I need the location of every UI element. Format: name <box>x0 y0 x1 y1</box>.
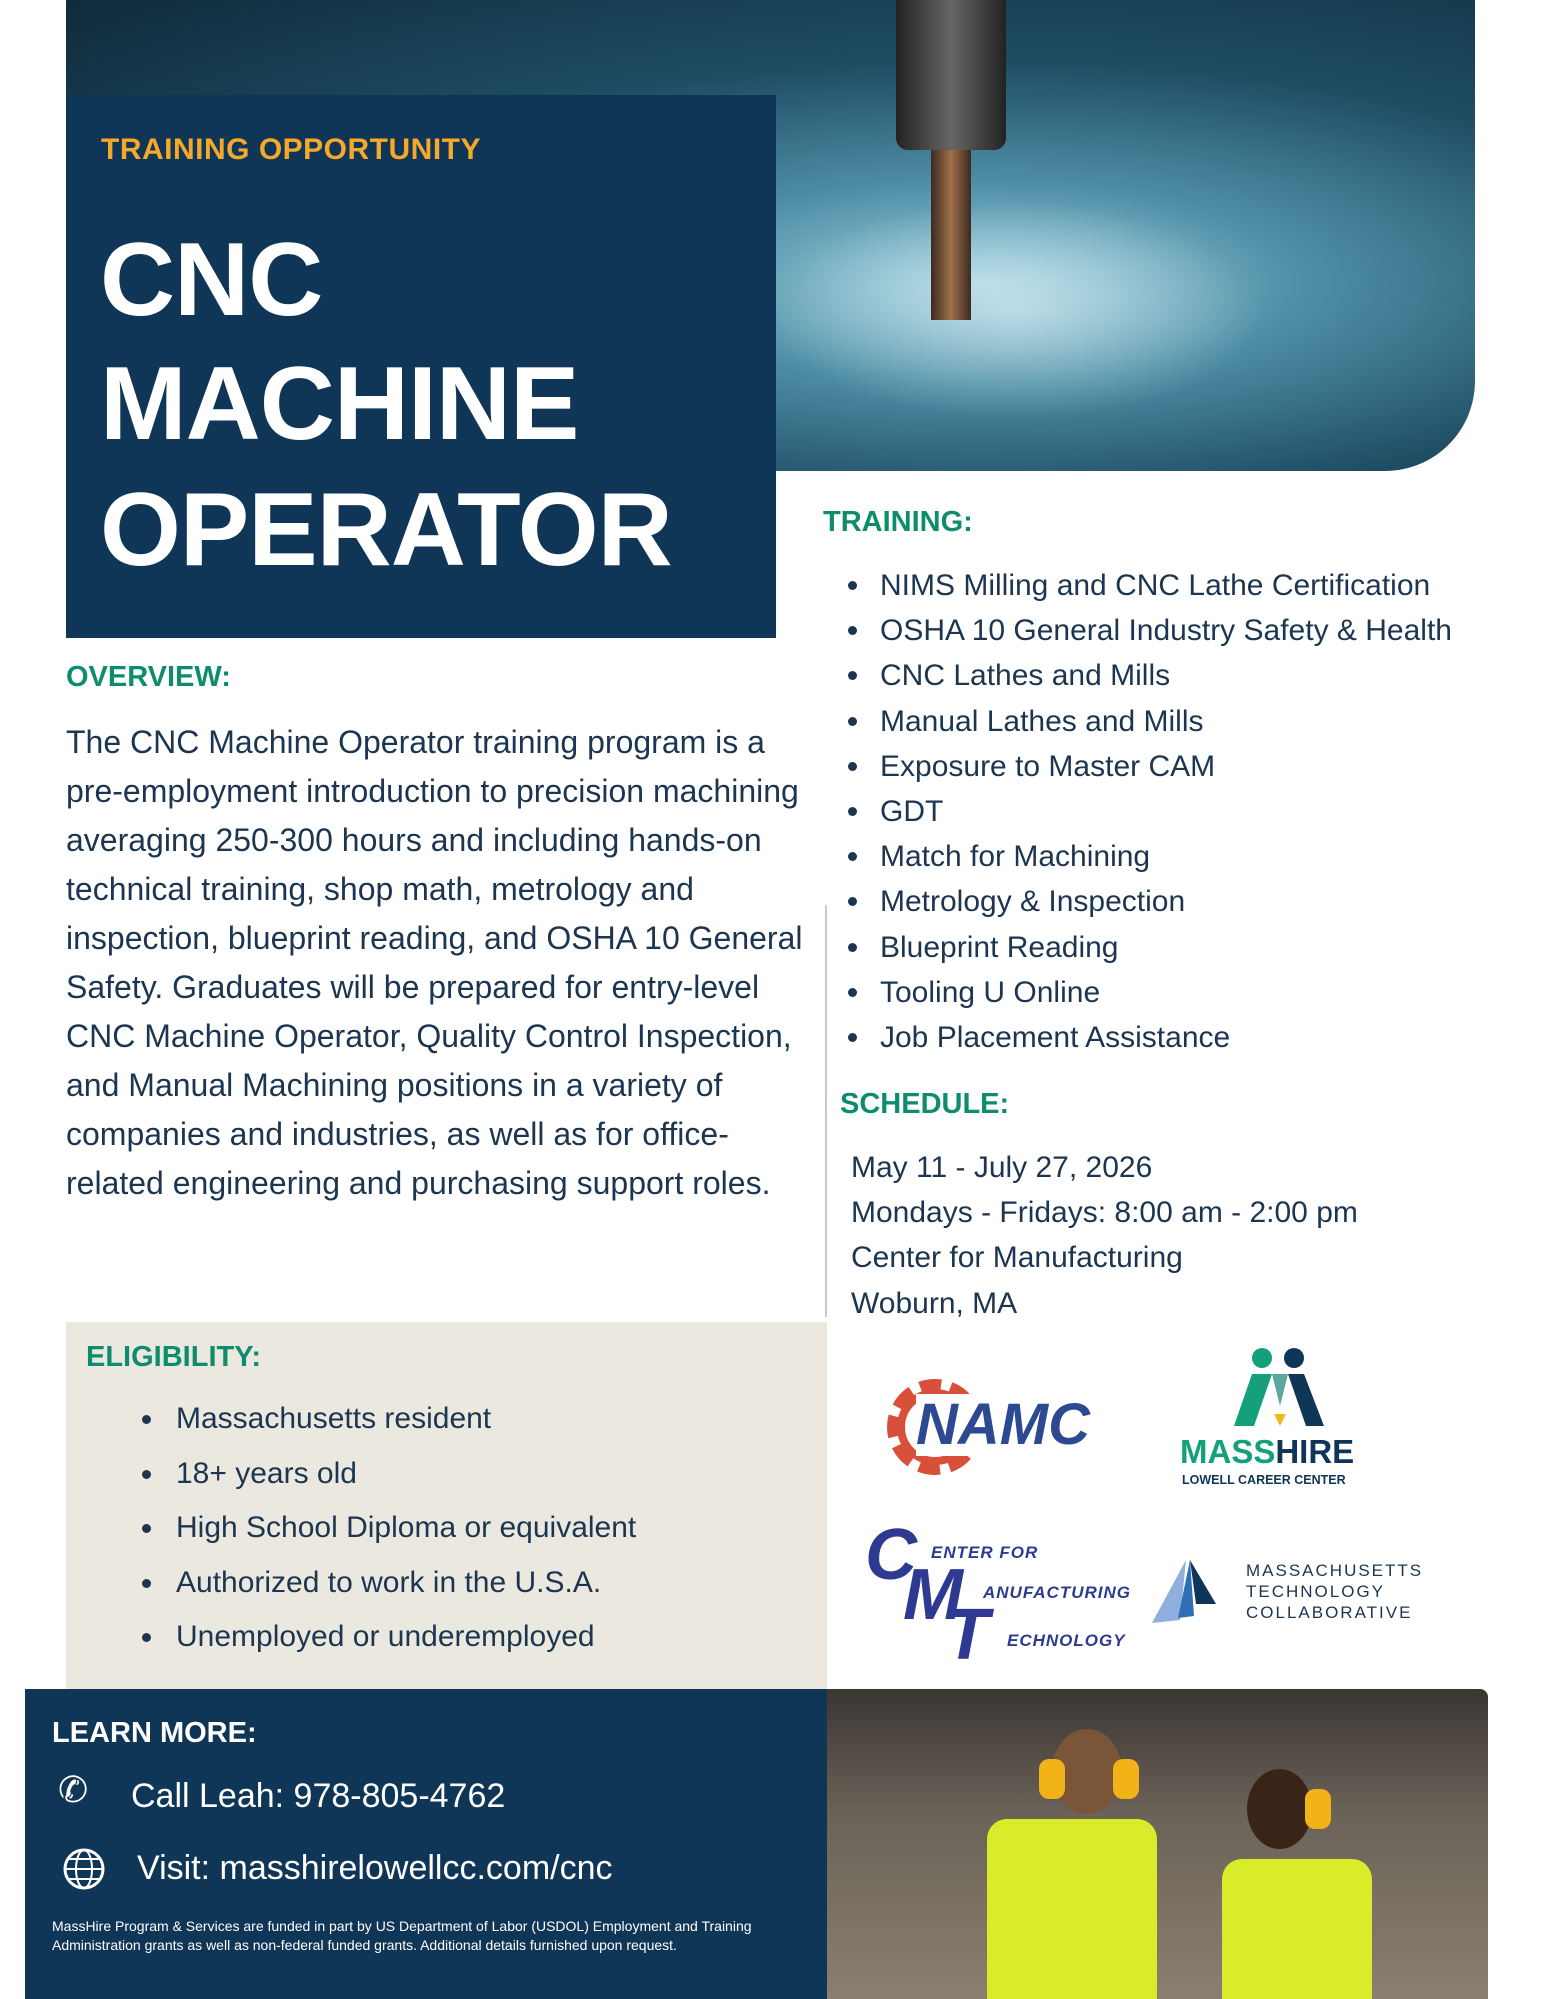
eligibility-list <box>176 1392 636 1665</box>
training-list <box>880 563 1452 1060</box>
mtc-logo: MASSACHUSETTS TECHNOLOGY COLLABORATIVE <box>1150 1558 1450 1628</box>
masshire-logo: MASSHIRE LOWELL CAREER CENTER <box>1180 1346 1380 1491</box>
phone-icon: ✆ <box>58 1769 89 1810</box>
list-item: 18+ years old <box>176 1447 636 1502</box>
training-heading: TRAINING: <box>823 506 973 538</box>
list-item: CNC Lathes and Mills <box>880 653 1452 698</box>
list-item: Blueprint Reading <box>880 925 1452 970</box>
schedule-location: Center for Manufacturing <box>851 1241 1183 1275</box>
overview-heading: OVERVIEW: <box>66 661 231 693</box>
title-line-2: MACHINE <box>100 346 579 462</box>
schedule-heading: SCHEDULE: <box>840 1088 1010 1120</box>
title-line-3: OPERATOR <box>100 472 672 588</box>
eyebrow-label: TRAINING OPPORTUNITY <box>101 133 482 166</box>
phone-link[interactable]: Call Leah: 978-805-4762 <box>131 1777 506 1815</box>
list-item: Exposure to Master CAM <box>880 744 1452 789</box>
globe-icon <box>62 1847 106 1891</box>
schedule-city: Woburn, MA <box>851 1286 1018 1320</box>
learn-more-footer <box>25 1689 827 1999</box>
funding-disclaimer: MassHire Program & Services are funded in part by US Department of Labor (USDOL) Employment and Training Administration grants as well as non-federal funded grants. Additional details furnished upon request. <box>52 1918 752 1953</box>
schedule-block <box>851 1145 1358 1326</box>
namc-logo: NAMC <box>880 1372 1125 1482</box>
list-item: NIMS Milling and CNC Lathe Certification <box>880 563 1452 608</box>
website-link[interactable]: Visit: masshirelowellcc.com/cnc <box>137 1849 613 1887</box>
list-item: Match for Machining <box>880 834 1452 879</box>
list-item: Massachusetts resident <box>176 1392 636 1447</box>
workers-photo <box>827 1689 1488 1999</box>
eligibility-heading: ELIGIBILITY: <box>86 1341 262 1373</box>
schedule-dates: May 11 - July 27, 2026 <box>851 1151 1153 1184</box>
list-item: Unemployed or underemployed <box>176 1610 636 1665</box>
list-item: Tooling U Online <box>880 970 1452 1015</box>
list-item: Manual Lathes and Mills <box>880 699 1452 744</box>
title-line-1: CNC <box>100 222 323 338</box>
cmt-logo: C M T ENTER FOR ANUFACTURING ECHNOLOGY <box>865 1515 1131 1675</box>
list-item: Authorized to work in the U.S.A. <box>176 1556 636 1611</box>
list-item: High School Diploma or equivalent <box>176 1501 636 1556</box>
mtc-mark-icon <box>1150 1558 1230 1628</box>
list-item: GDT <box>880 789 1452 834</box>
divider <box>825 905 827 1317</box>
schedule-times: Mondays - Fridays: 8:00 am - 2:00 pm <box>851 1196 1358 1230</box>
list-item: Job Placement Assistance <box>880 1015 1452 1060</box>
masshire-mark-icon <box>1180 1346 1380 1436</box>
list-item: Metrology & Inspection <box>880 879 1452 924</box>
list-item: OSHA 10 General Industry Safety & Health <box>880 608 1452 653</box>
overview-text: The CNC Machine Operator training program is a pre-employment introduction to precision machining averaging 250-300 hours and including hands-on technical training, shop math, metrology and inspection, blueprint reading, and OSHA 10 General Safety. Graduates will be prepared for entry-level CNC Machine Operator, Quality Control Inspection, and Manual Machining positions in a variety of companies and industries, as well as for office-related engineering and purchasing support roles. <box>66 724 803 1201</box>
learn-more-heading: LEARN MORE: <box>52 1717 257 1749</box>
